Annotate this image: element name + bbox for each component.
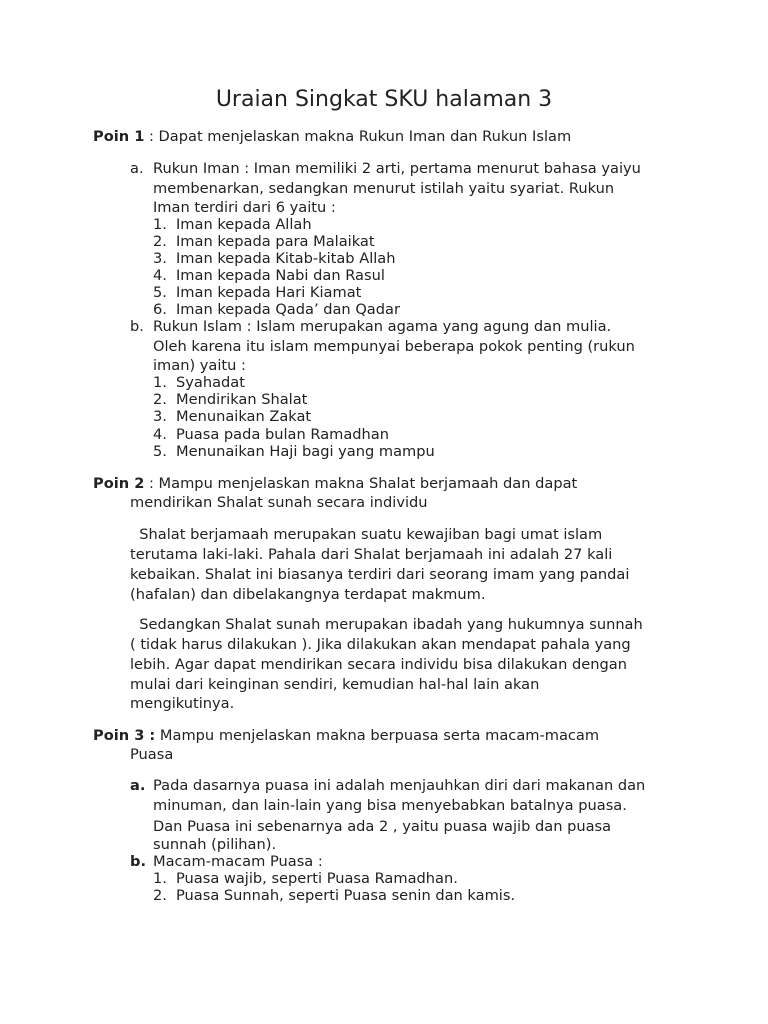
poin2-para2-line: ( tidak harus dilakukan ). Jika dilakukan akan mendapat pahala yang (130, 636, 631, 653)
islam-list-num: 4. (153, 426, 167, 443)
iman-list-item: Iman kepada Nabi dan Rasul (176, 267, 385, 284)
page-title: Uraian Singkat SKU halaman 3 (215, 87, 553, 112)
iman-list-item: Iman kepada Hari Kiamat (176, 284, 362, 301)
islam-list-num: 1. (153, 374, 167, 391)
iman-list-item: Iman kepada Allah (176, 216, 312, 233)
iman-list-num: 5. (153, 284, 167, 301)
poin3-a-line: Pada dasarnya puasa ini adalah menjauhkan diri dari makanan dan (153, 777, 646, 794)
poin2-para2-line: mulai dari keinginan sendiri, kemudian hal-hal lain akan (130, 676, 540, 693)
poin1-text: : Dapat menjelaskan makna Rukun Iman dan Rukun Islam (144, 128, 572, 145)
puasa-list-num: 1. (153, 870, 167, 887)
poin3-a-line: Dan Puasa ini sebenarnya ada 2 , yaitu puasa wajib dan puasa (153, 818, 612, 835)
poin1-b-line: Rukun Islam : Islam merupakan agama yang agung dan mulia. (153, 318, 612, 335)
poin1-b-line: Oleh karena itu islam mempunyai beberapa pokok penting (rukun (153, 338, 635, 355)
puasa-list-item: Puasa wajib, seperti Puasa Ramadhan. (176, 870, 458, 887)
poin2-para1-line: kebaikan. Shalat ini biasanya terdiri dari seorang imam yang pandai (130, 566, 630, 583)
iman-list-num: 4. (153, 267, 167, 284)
poin1-b-marker: b. (130, 318, 144, 335)
puasa-list-item: Puasa Sunnah, seperti Puasa senin dan kamis. (176, 887, 516, 904)
poin2-text: : Mampu menjelaskan makna Shalat berjamaah dan dapat (144, 475, 578, 492)
poin2-para1-line: (hafalan) dan dibelakangnya terdapat makmum. (130, 586, 486, 603)
poin3-heading (93, 727, 599, 745)
poin3-heading-line2: Puasa (130, 746, 174, 763)
islam-list-item: Syahadat (176, 374, 245, 391)
poin3-a-marker: a. (130, 777, 146, 794)
poin1-a-line: Iman terdiri dari 6 yaitu : (153, 199, 336, 216)
poin2-para2-line: lebih. Agar dapat mendirikan secara individu bisa dilakukan dengan (130, 656, 627, 673)
islam-list-item: Puasa pada bulan Ramadhan (176, 426, 389, 443)
poin3-b-marker: b. (130, 853, 146, 870)
islam-list-item: Menunaikan Zakat (176, 408, 312, 425)
iman-list-num: 2. (153, 233, 167, 250)
poin3-text: Mampu menjelaskan makna berpuasa serta macam-macam (155, 727, 600, 744)
iman-list-num: 3. (153, 250, 167, 267)
islam-list-num: 3. (153, 408, 167, 425)
poin2-para1-line: Shalat berjamaah merupakan suatu kewajiban bagi umat islam (130, 526, 603, 543)
poin2-heading-line2: mendirikan Shalat sunah secara individu (130, 494, 428, 511)
poin3-b-line: Macam-macam Puasa : (153, 853, 323, 870)
iman-list-num: 1. (153, 216, 167, 233)
poin2-label: Poin 2 (93, 475, 145, 492)
poin2-para2-line: Sedangkan Shalat sunah merupakan ibadah yang hukumnya sunnah (130, 616, 643, 633)
islam-list-item: Mendirikan Shalat (176, 391, 308, 408)
poin1-a-line: membenarkan, sedangkan menurut istilah yaitu syariat. Rukun (153, 180, 615, 197)
poin3-label: Poin 3 : (93, 727, 156, 744)
poin2-heading (93, 475, 577, 493)
poin3-a-line: sunnah (pilihan). (153, 836, 277, 853)
islam-list-num: 2. (153, 391, 167, 408)
iman-list-item: Iman kepada para Malaikat (176, 233, 375, 250)
iman-list-num: 6. (153, 301, 167, 318)
poin1-label: Poin 1 (93, 128, 145, 145)
islam-list-item: Menunaikan Haji bagi yang mampu (176, 443, 435, 460)
poin1-a-line: Rukun Iman : Iman memiliki 2 arti, pertama menurut bahasa yaiyu (153, 160, 641, 177)
iman-list-item: Iman kepada Qada’ dan Qadar (176, 301, 400, 318)
poin1-a-marker: a. (130, 160, 144, 177)
poin2-para2-line: mengikutinya. (130, 695, 235, 712)
poin2-para1-line: terutama laki-laki. Pahala dari Shalat berjamaah ini adalah 27 kali (130, 546, 613, 563)
iman-list-item: Iman kepada Kitab-kitab Allah (176, 250, 396, 267)
poin1-heading (93, 128, 571, 146)
puasa-list-num: 2. (153, 887, 167, 904)
poin3-a-line: minuman, dan lain-lain yang bisa menyebabkan batalnya puasa. (153, 797, 627, 814)
poin1-b-line: iman) yaitu : (153, 357, 246, 374)
islam-list-num: 5. (153, 443, 167, 460)
